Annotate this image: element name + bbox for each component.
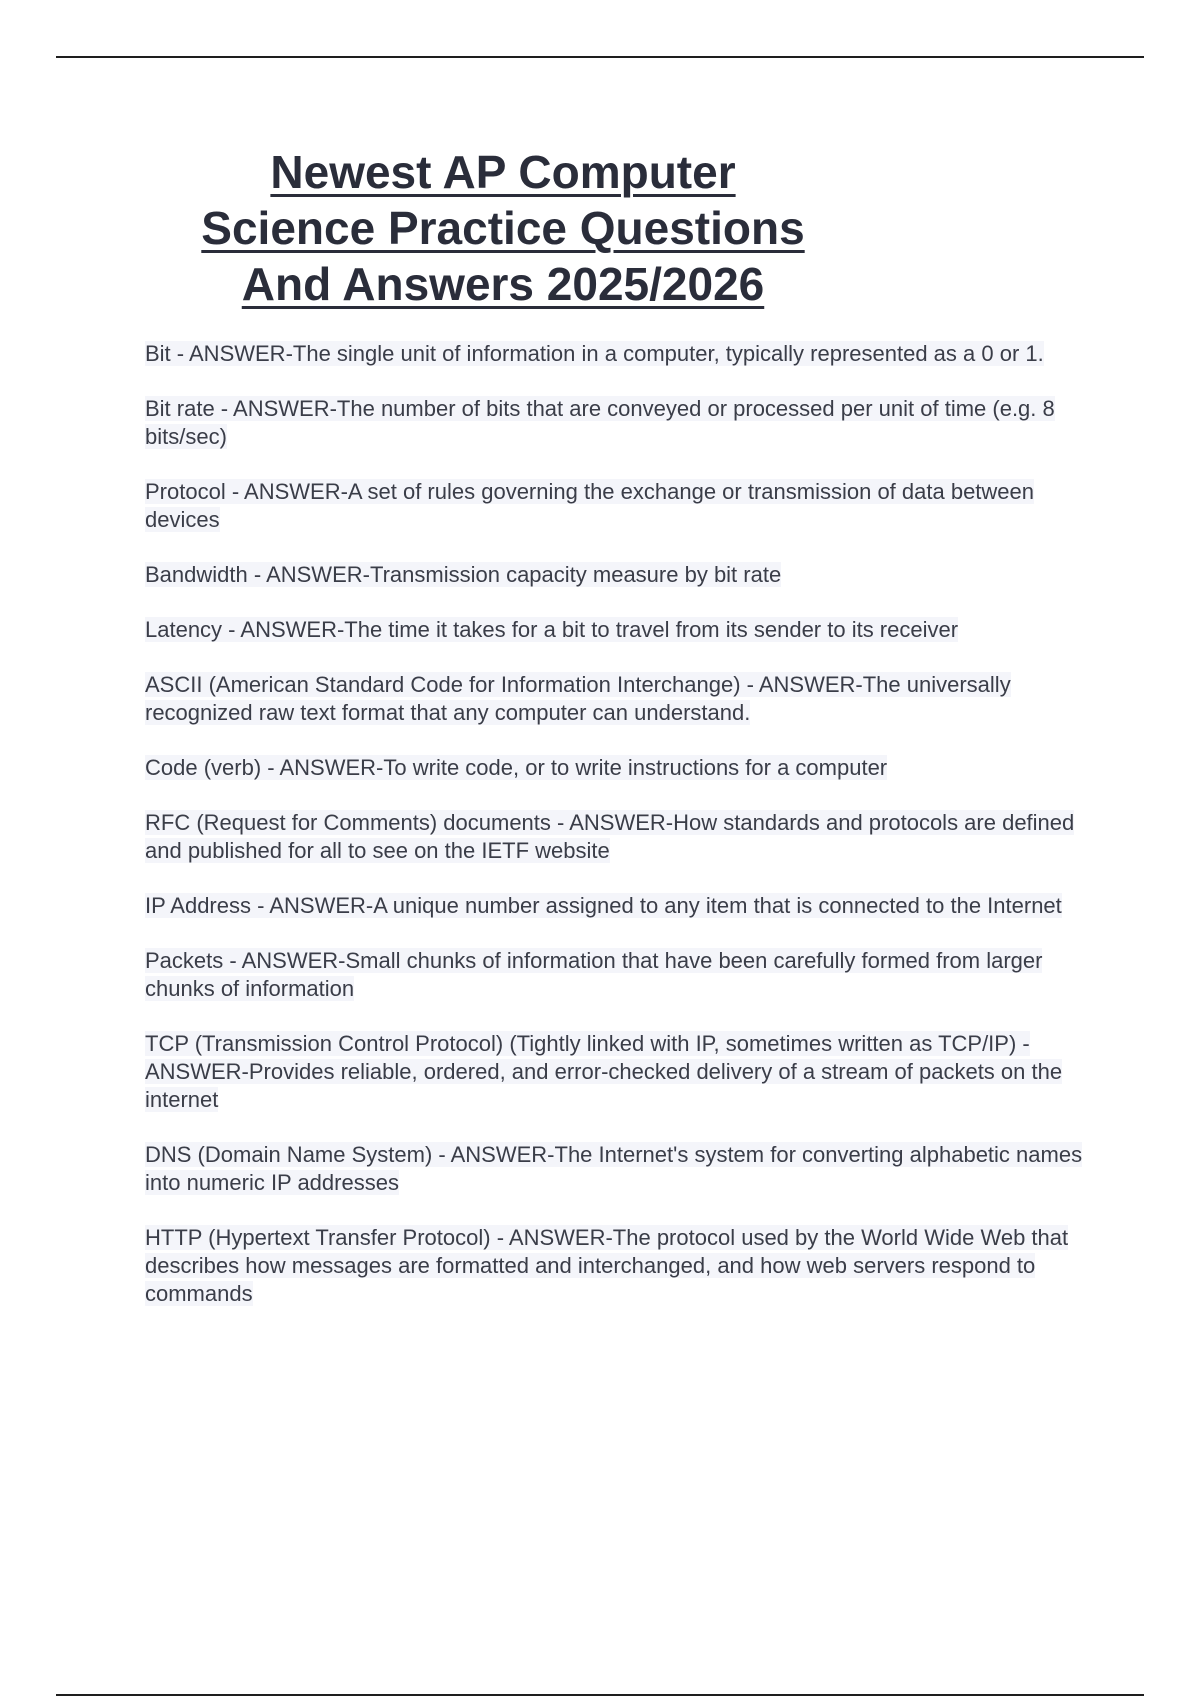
document-title [150,144,856,312]
title-line: Newest AP Computer [270,146,736,198]
qa-entry-text: Packets - ANSWER-Small chunks of information that have been carefully formed from larger chunks of information [145,948,1043,1001]
qa-entry-text: Code (verb) - ANSWER-To write code, or to write instructions for a computer [145,755,888,780]
qa-entry-text: Bit - ANSWER-The single unit of information in a computer, typically represented as a 0 or 1. [145,341,1044,366]
top-rule [56,56,1144,58]
bottom-rule [56,1694,1144,1696]
qa-entry-text: Bit rate - ANSWER-The number of bits that are conveyed or processed per unit of time (e.g. 8 bits/sec) [145,396,1055,449]
qa-entry-text: RFC (Request for Comments) documents - ANSWER-How standards and protocols are defined and published for all to see on the IETF website [145,810,1075,863]
qa-entry [145,340,1090,368]
qa-list [145,340,1090,1335]
qa-entry-text: DNS (Domain Name System) - ANSWER-The Internet's system for converting alphabetic names into numeric IP addresses [145,1142,1083,1195]
qa-entry [145,754,1090,782]
qa-entry-text: IP Address - ANSWER-A unique number assigned to any item that is connected to the Internet [145,893,1062,918]
qa-entry-text: Latency - ANSWER-The time it takes for a bit to travel from its sender to its receiver [145,617,959,642]
qa-entry-text: ASCII (American Standard Code for Information Interchange) - ANSWER-The universally recognized raw text format that any computer can understand. [145,672,1011,725]
qa-entry [145,1030,1090,1114]
qa-entry [145,1141,1090,1197]
qa-entry-text: Bandwidth - ANSWER-Transmission capacity measure by bit rate [145,562,782,587]
qa-entry [145,671,1090,727]
qa-entry [145,809,1090,865]
qa-entry [145,1224,1090,1308]
qa-entry-text: Protocol - ANSWER-A set of rules governing the exchange or transmission of data between devices [145,479,1035,532]
title-line: Science Practice Questions [201,202,805,254]
qa-entry [145,947,1090,1003]
qa-entry [145,561,1090,589]
qa-entry [145,616,1090,644]
qa-entry-text: TCP (Transmission Control Protocol) (Tightly linked with IP, sometimes written as TCP/IP) - ANSWER-Provides reliable, ordered, and error-checked delivery of a stream of packets on the internet [145,1031,1063,1112]
qa-entry [145,478,1090,534]
title-line: And Answers 2025/2026 [241,258,765,310]
qa-entry-text: HTTP (Hypertext Transfer Protocol) - ANSWER-The protocol used by the World Wide Web that describes how messages are formatted and interchanged, and how web servers respond to commands [145,1225,1069,1306]
qa-entry [145,395,1090,451]
qa-entry [145,892,1090,920]
